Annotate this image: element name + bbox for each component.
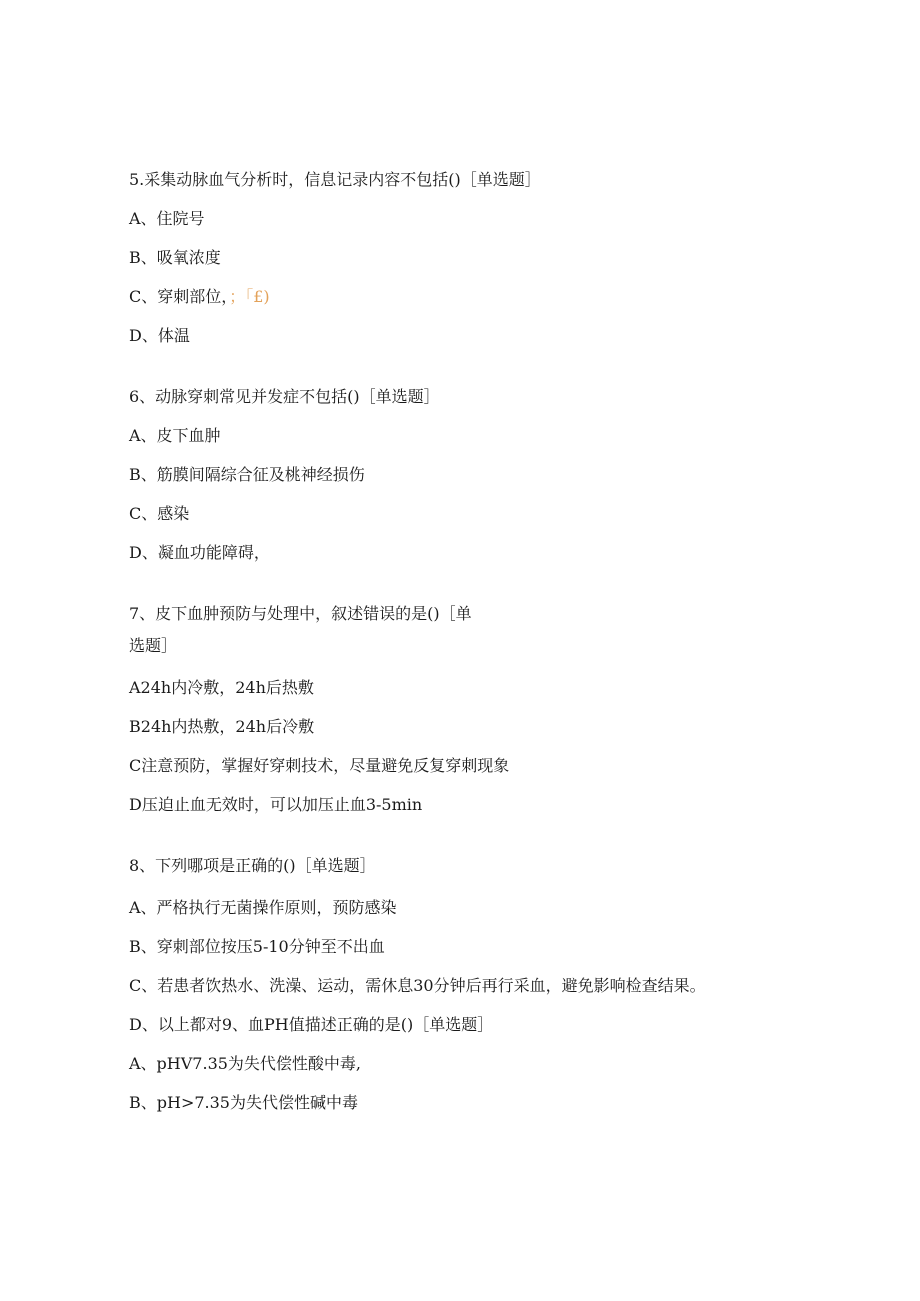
question-9-option-a: A、pHV7.35为失代偿性酸中毒, bbox=[129, 1054, 362, 1073]
question-5-text: 5.采集动脉血气分析时，信息记录内容不包括()［单选题］ bbox=[129, 170, 541, 189]
question-8-option-d: D、以上都对9、血PH值描述正确的是()［单选题］ bbox=[129, 1015, 494, 1034]
question-8-option-b: B、穿刺部位按压5-10分钟至不出血 bbox=[129, 937, 385, 956]
question-8-text: 8、下列哪项是正确的()［单选题］ bbox=[129, 856, 376, 875]
question-6-option-b: B、筋膜间隔综合征及桃神经损伤 bbox=[129, 465, 365, 484]
question-7-option-d: D压迫止血无效时，可以加压止血3-5min bbox=[129, 795, 423, 814]
question-5-option-d: D、体温 bbox=[129, 326, 190, 345]
question-7-option-c: C注意预防，掌握好穿刺技术，尽量避免反复穿刺现象 bbox=[129, 756, 510, 775]
question-7-option-b: B24h内热敷，24h后冷敷 bbox=[129, 717, 315, 736]
question-5-option-c-label: C、穿刺部位， bbox=[129, 287, 230, 306]
question-5-option-c-mark: ；「£) bbox=[229, 287, 270, 306]
question-6-option-a: A、皮下血肿 bbox=[129, 426, 221, 445]
question-8-option-c: C、若患者饮热水、洗澡、运动，需休息30分钟后再行采血，避免影响检查结果。 bbox=[129, 976, 706, 995]
question-6-text: 6、动脉穿刺常见并发症不包括()［单选题］ bbox=[129, 387, 440, 406]
question-9-option-b: B、pH>7.35为失代偿性碱中毒 bbox=[129, 1093, 358, 1112]
question-6-option-d: D、凝血功能障碍， bbox=[129, 543, 270, 562]
question-5-option-c bbox=[129, 287, 270, 307]
question-5-option-b: B、吸氧浓度 bbox=[129, 248, 221, 267]
question-7-text-line2: 选题］ bbox=[129, 636, 178, 655]
question-5-option-a: A、住院号 bbox=[129, 209, 205, 228]
question-6-option-c: C、感染 bbox=[129, 504, 190, 523]
question-8-option-a: A、严格执行无菌操作原则，预防感染 bbox=[129, 898, 397, 917]
question-7-option-a: A24h内冷敷，24h后热敷 bbox=[129, 678, 314, 697]
question-7-text-line1: 7、皮下血肿预防与处理中，叙述错误的是()［单 bbox=[129, 604, 472, 623]
